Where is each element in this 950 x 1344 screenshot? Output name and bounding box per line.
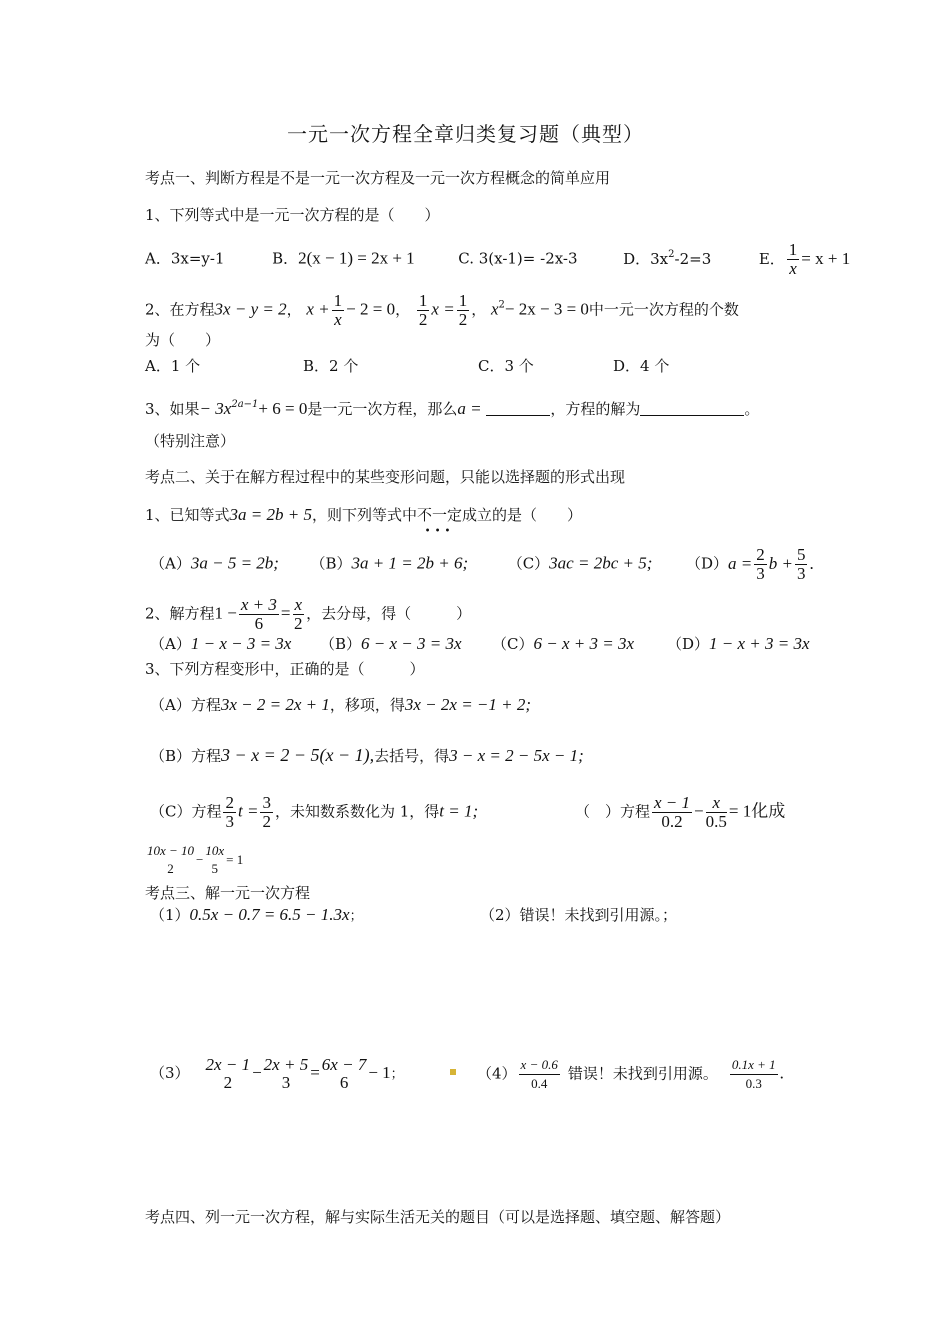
s1-q2-line2: 为（ ） (145, 331, 221, 349)
s1-q2-opt-a: A．1 个 (145, 357, 201, 375)
s2-q1-options: （A）3a − 5 = 2b; （B）3a + 1 = 2b + 6; （C）3ac = 2bc + 5; （D）a = $\frac{2}{3}$ b + $\frac{5}{3}$ . (150, 545, 814, 583)
s2-q2-options: （A）1 − x − 3 = 3x （B）6 − x − 3 = 3x （C）6 − x + 3 = 3x （D）1 − x + 3 = 3x (150, 634, 810, 653)
s2-q3-opt-d-line2: 10x − 10 2 − 10x 5 = 1 (147, 843, 244, 876)
s2-q3-opt-d: （ ）方程 $\frac{x - 1}{0.2}$ − $\frac{x}{0.5}$ = 1化成 (575, 793, 786, 831)
page-title: 一元一次方程全章归类复习题（典型） (287, 122, 644, 146)
yellow-marker (450, 1069, 456, 1075)
s2-q3-opt-a: （A）方程3x − 2 = 2x + 1，移项，得3x − 2x = −1 + 2; (150, 695, 532, 714)
s1-q1-opt-c: C. 3(x-1)= -2x-3 (458, 249, 578, 268)
s2-q1-opt-c: 3ac = 2bc + 5; (549, 553, 653, 573)
s1-q2-opt-b: B．2 个 (303, 357, 359, 375)
s1-q1-opt-b-label: B． (272, 249, 299, 268)
answer-blank-solution[interactable] (640, 415, 744, 416)
s1-q2-options (145, 356, 669, 376)
s2-q1-opt-a: 3a − 5 = 2b; (190, 553, 279, 573)
s2-q1-opt-b: 3a + 1 = 2b + 6; (351, 553, 469, 573)
s3-problem-1: （1）0.5x − 0.7 = 6.5 − 1.3x； (150, 905, 363, 924)
s2-q2-opt-a: 1 − x − 3 = 3x (190, 634, 292, 653)
s1-q3-note: （特别注意） (145, 432, 236, 450)
s1-q2: 2、在方程3x − y = 2， x + $\frac{1}{x}$ − 2 = 0， $\frac{1}{2}$ x = $\frac{1}{2}$ ， $x^2- 2x - 3 = 0$中一元一次方程的个数 (145, 291, 739, 329)
s2-q2-opt-b: 6 − x − 3 = 3x (361, 634, 462, 653)
s3-problem-2: （2）错误！未找到引用源。； (480, 906, 678, 924)
s1-q1-stem: 1、下列等式中是一元一次方程的是（ ） (145, 206, 440, 224)
section3-heading: 考点三、解一元一次方程 (145, 884, 311, 902)
s2-q2-stem: 2、解方程1 − $\frac{x + 3}{6}$ = $\frac{x}{2}$ ，去分母，得（ ） (145, 595, 472, 633)
s2-q3-opt-c: （C）方程 $\frac{2}{3}$ t = $\frac{3}{2}$ ，未知数系数化为 1，得t = 1; (150, 793, 479, 831)
s1-q1-options (145, 241, 850, 278)
answer-blank-a[interactable] (486, 415, 550, 416)
s2-q3-opt-b: （B）方程3 − x = 2 − 5(x − 1),去括号，得3 − x = 2 − 5x − 1; (150, 745, 584, 765)
s1-q1-opt-b: 2(x − 1) = 2x + 1 (298, 248, 415, 268)
s1-q2-opt-d: D．4 个 (613, 357, 670, 375)
s2-q3-stem: 3、下列方程变形中，正确的是（ ） (145, 660, 425, 678)
s2-q1-opt-d: a = $\frac{2}{3}$ b + $\frac{5}{3}$ . (727, 545, 814, 583)
section4-heading: 考点四、列一元一次方程，解与实际生活无关的题目（可以是选择题、填空题、解答题） (145, 1208, 731, 1226)
s3-problem-4: （4） $\frac{x - 0.6}{0.4}$ 错误！未找到引用源。 $\frac{0.1x + 1}{0.3}$ . (477, 1057, 784, 1091)
s2-q2-opt-c: 6 − x + 3 = 3x (533, 634, 634, 653)
s1-q2-opt-c: C．3 个 (478, 357, 534, 375)
s1-q1-opt-a: A．3x=y-1 (145, 249, 225, 268)
s1-q1-opt-d: D．$3x^2-2=3$ (623, 248, 712, 268)
s3-problem-3: （3） 2x − 1 2 − 2x + 5 3 = 6x − 7 6 − 1； (150, 1055, 404, 1092)
section2-heading: 考点二、关于在解方程过程中的某些变形问题，只能以选择题的形式出现 (145, 468, 626, 486)
emphasis-not-necessarily: 不一定 ••• (417, 506, 463, 537)
s2-q2-opt-d: 1 − x + 3 = 3x (709, 634, 810, 653)
s1-q3: 3、如果− $3x^{2a-1}+ 6 = 0$是一元一次方程，那么a = ，方程的解为 。 (145, 399, 760, 418)
s2-q1-stem: 1、已知等式3a = 2b + 5，则下列等式中不一定 ••• 成立的是（ ） (145, 505, 583, 537)
s1-q1-opt-e: E． $\frac{1}{x}$ = x + 1 (758, 240, 851, 278)
section1-heading: 考点一、判断方程是不是一元一次方程及一元一次方程概念的简单应用 (145, 169, 611, 187)
